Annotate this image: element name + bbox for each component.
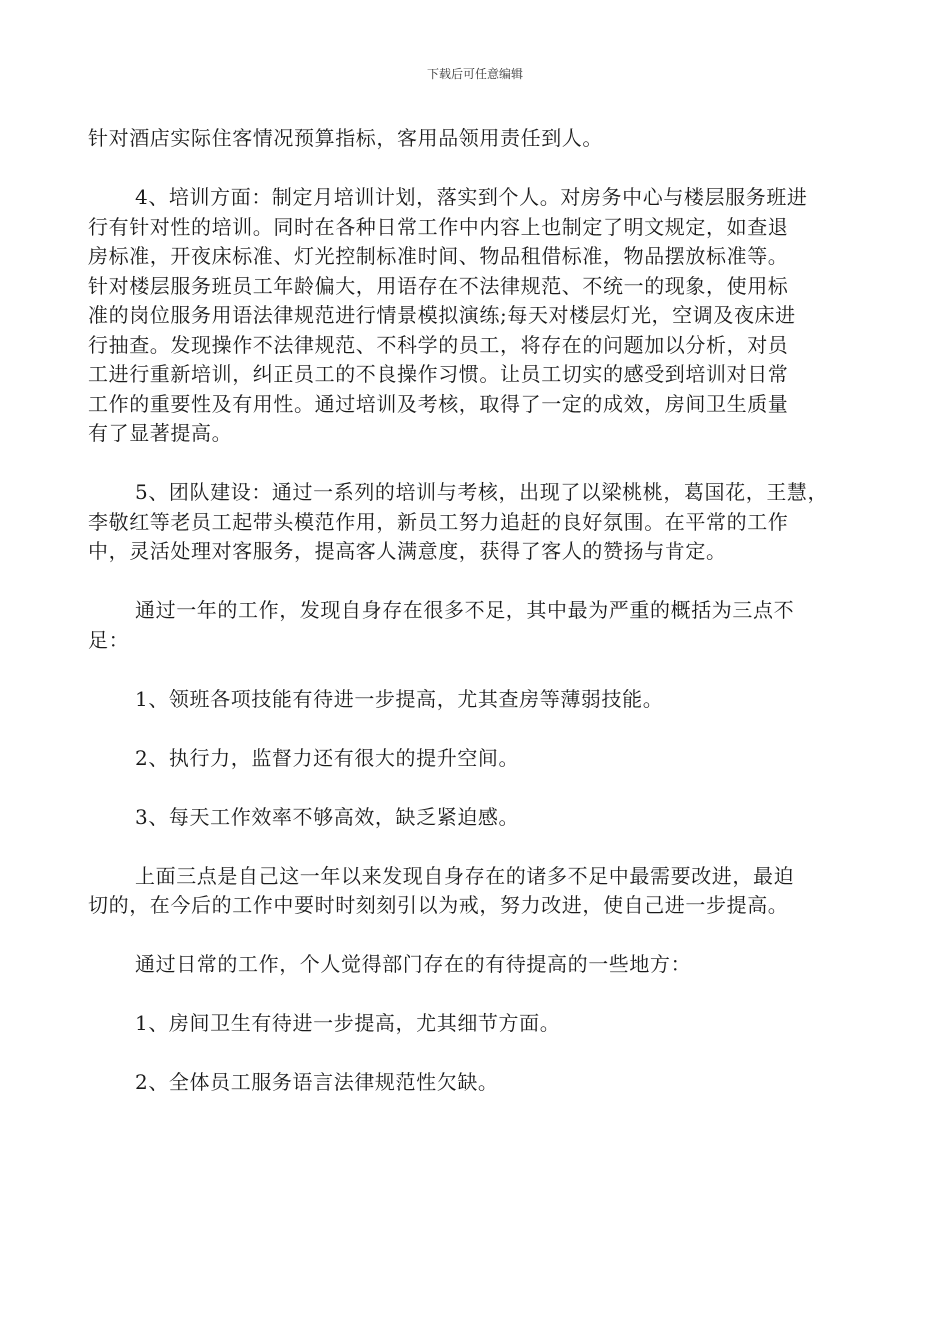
paragraph-spacer <box>88 980 862 1010</box>
paragraph-line: 上面三点是自己这一年以来发现自身存在的诸多不足中最需要改进，最迫 <box>135 863 795 888</box>
paragraph-spacer <box>88 921 862 951</box>
paragraph-line: 行有针对性的培训。同时在各种日常工作中内容上也制定了明文规定，如查退 <box>88 214 789 239</box>
paragraph-spacer <box>88 714 862 744</box>
paragraph-line: 1、领班各项技能有待进一步提高，尤其查房等薄弱技能。 <box>135 686 664 711</box>
paragraph-line: 工进行重新培训，纠正员工的不良操作习惯。让员工切实的感受到培训对日常 <box>88 362 789 386</box>
paragraph <box>88 862 862 921</box>
paragraph-line: 针对楼层服务班员工年龄偏大，用语存在不法律规范、不统一的现象，使用标 <box>88 273 789 298</box>
paragraph-spacer <box>88 154 862 184</box>
paragraph-line: 有了显著提高。 <box>88 421 233 445</box>
paragraph-spacer <box>88 832 862 862</box>
paragraph-spacer <box>88 449 862 479</box>
paragraph-line: 房标准，开夜床标准、灯光控制标准时间、物品租借标准，物品摆放标准等。 <box>88 244 789 268</box>
paragraph-spacer <box>88 655 862 685</box>
paragraph <box>88 685 862 715</box>
paragraph-line: 2、全体员工服务语言法律规范性欠缺。 <box>135 1070 499 1094</box>
paragraph <box>88 183 862 449</box>
paragraph <box>88 124 862 154</box>
paragraph <box>88 478 862 567</box>
paragraph <box>88 1009 862 1039</box>
paragraph-line: 通过日常的工作，个人觉得部门存在的有待提高的一些地方： <box>135 952 692 976</box>
paragraph-spacer <box>88 567 862 597</box>
paragraph-line: 工作的重要性及有用性。通过培训及考核，取得了一定的成效，房间卫生质量 <box>88 391 789 416</box>
paragraph-line: 切的，在今后的工作中要时时刻刻引以为戒，努力改进，使自己进一步提高。 <box>88 893 789 917</box>
paragraph-spacer <box>88 773 862 803</box>
paragraph-line: 足： <box>88 627 130 652</box>
paragraph <box>88 1068 862 1098</box>
paragraph-spacer <box>88 1039 862 1069</box>
paragraph-line: 中，灵活处理对客服务，提高客人满意度，获得了客人的赞扬与肯定。 <box>88 539 727 563</box>
paragraph-line: 3、每天工作效率不够高效，缺乏紧迫感。 <box>135 804 520 829</box>
paragraph-line: 李敬红等老员工起带头模范作用，新员工努力追赶的良好氛围。在平常的工作 <box>88 509 789 534</box>
paragraph-line: 5、团队建设：通过一系列的培训与考核，出现了以梁桃桃，葛国花，王慧， <box>135 480 829 504</box>
paragraph-line: 通过一年的工作，发现自身存在很多不足，其中最为严重的概括为三点不 <box>135 598 795 622</box>
paragraph <box>88 803 862 833</box>
paragraph-line: 针对酒店实际住客情况预算指标，客用品领用责任到人。 <box>88 126 603 150</box>
document-body <box>88 124 862 1098</box>
paragraph <box>88 596 862 655</box>
page-header-note: 下载后可任意编辑 <box>426 67 523 81</box>
paragraph-line: 4、培训方面：制定月培训计划，落实到个人。对房务中心与楼层服务班进 <box>135 185 808 209</box>
paragraph-line: 2、执行力，监督力还有很大的提升空间。 <box>135 745 520 770</box>
paragraph <box>88 744 862 774</box>
paragraph <box>88 950 862 980</box>
paragraph-line: 行抽查。发现操作不法律规范、不科学的员工，将存在的问题加以分析，对员 <box>88 332 789 357</box>
paragraph-line: 1、房间卫生有待进一步提高，尤其细节方面。 <box>135 1011 561 1035</box>
paragraph-line: 准的岗位服务用语法律规范进行情景模拟演练;每天对楼层灯光，空调及夜床进 <box>88 303 796 327</box>
